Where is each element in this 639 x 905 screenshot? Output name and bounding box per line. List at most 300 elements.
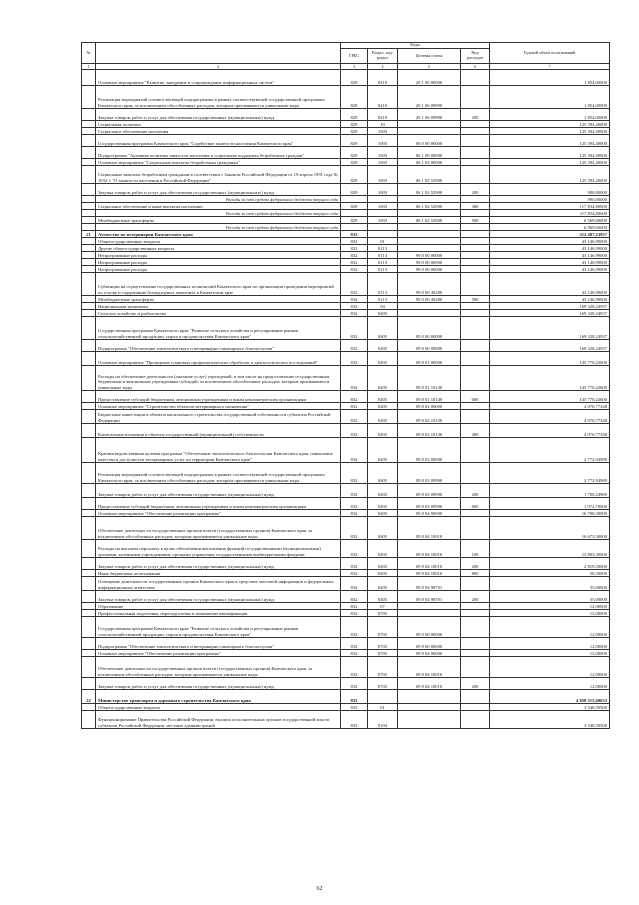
row-name: Профессиональная подготовка, переподготовка и повышение квалификации: [96, 610, 341, 617]
row-grbs: 832: [341, 438, 368, 463]
row-name: Межбюджетные трансферты: [96, 296, 341, 303]
row-grbs: [341, 210, 368, 217]
row-razdel: 0405: [368, 570, 398, 577]
row-amount: 6 569,60000: [490, 224, 610, 231]
row-number: [82, 650, 96, 657]
row-number: [82, 657, 96, 678]
row-name: Общегосударственные вопросы: [96, 238, 341, 245]
row-name: Непрограммные расходы: [96, 266, 341, 273]
row-name: Предоставление субсидий бюджетным, автономным учреждениям и иным некоммерческим организациям: [96, 391, 341, 403]
row-razdel: 1003: [368, 217, 398, 224]
row-amount: 125 394,40000: [490, 128, 610, 135]
row-razdel: 0113: [368, 296, 398, 303]
row-number: [82, 352, 96, 366]
row-razdel: 0405: [368, 558, 398, 570]
row-target-article: [398, 224, 461, 231]
row-razdel: 0405: [368, 438, 398, 463]
row-name: Обеспечение деятельности государственных органов власти (государственных органов) Камчатского края, за исключением обособленных расходов, которым присваиваются уникальные коды: [96, 517, 341, 540]
row-target-article: 20 1 06 09990: [398, 109, 461, 121]
row-razdel: 0405: [368, 366, 398, 391]
row-amount: 13 803,30000: [490, 540, 610, 558]
row-grbs: 832: [341, 245, 368, 252]
row-razdel: 0113: [368, 245, 398, 252]
row-number: 22: [82, 690, 96, 704]
row-grbs: 832: [341, 650, 368, 657]
table-row: [82, 252, 610, 259]
row-target-article: 09 8 00 00000: [398, 638, 461, 650]
row-number: [82, 109, 96, 121]
row-grbs: [341, 196, 368, 203]
row-expense-type: [461, 603, 490, 610]
table-row: [82, 603, 610, 610]
row-expense-type: [461, 617, 490, 638]
row-expense-type: 200: [461, 558, 490, 570]
row-razdel: 0705: [368, 610, 398, 617]
row-name: Основное мероприятие "Социальные выплаты безработным гражданам": [96, 159, 341, 166]
row-number: [82, 135, 96, 147]
row-expense-type: [461, 463, 490, 484]
row-number: [82, 252, 96, 259]
row-name: Закупка товаров, работ и услуг для обеспечения государственных (муниципальных) нужд: [96, 484, 341, 498]
row-target-article: 09 8 04 98701: [398, 577, 461, 591]
table-row: [82, 217, 610, 224]
table-row: [82, 410, 610, 424]
row-amount: 1 854,00000: [490, 86, 610, 109]
row-number: [82, 591, 96, 603]
row-number: [82, 224, 96, 231]
row-expense-type: [461, 340, 490, 352]
row-amount: 4 858 515,60633: [490, 690, 610, 704]
row-target-article: [398, 245, 461, 252]
row-name: Расходы на обеспечение деятельности (оказание услуг) учреждений, в том числе на предоставление государственным бюджетным и автономным учреждениям субсидий, за исключением обособленных расходов, которым присваиваются уникальные коды: [96, 366, 341, 391]
row-name: Межбюджетные трансферты: [96, 217, 341, 224]
row-target-article: 06 1 00 00000: [398, 147, 461, 159]
budget-table: [81, 42, 610, 729]
row-number: [82, 259, 96, 266]
row-expense-type: [461, 638, 490, 650]
row-expense-type: [461, 510, 490, 517]
row-amount: 145 770,22600: [490, 366, 610, 391]
row-expense-type: [461, 166, 490, 184]
row-number: [82, 617, 96, 638]
row-amount: 1 700,24989: [490, 484, 610, 498]
row-razdel: 0705: [368, 678, 398, 690]
row-number: [82, 391, 96, 403]
row-target-article: 99 0 00 40280: [398, 296, 461, 303]
row-grbs: 829: [341, 217, 368, 224]
table-row: [82, 638, 610, 650]
row-amount: 125 394,40000: [490, 135, 610, 147]
row-razdel: [368, 231, 398, 238]
row-razdel: [368, 690, 398, 704]
row-name: Закупка товаров, работ и услуг для обеспечения государственных (муниципальных) нужд: [96, 678, 341, 690]
row-target-article: 09 8 04 10010: [398, 540, 461, 558]
row-name: Закупка товаров, работ и услуг для обеспечения государственных (муниципальных) нужд: [96, 109, 341, 121]
row-grbs: 829: [341, 184, 368, 196]
row-expense-type: [461, 196, 490, 203]
row-number: [82, 570, 96, 577]
row-amount: 4 076,77348: [490, 424, 610, 438]
row-amount: 169 328,24937: [490, 317, 610, 340]
row-grbs: 832: [341, 366, 368, 391]
table-row: [82, 266, 610, 273]
row-name: Иные бюджетные ассигнования: [96, 570, 341, 577]
row-name: Основное мероприятие "Обеспечение реализации программы": [96, 510, 341, 517]
row-razdel: 0113: [368, 266, 398, 273]
row-amount: 145 770,22600: [490, 352, 610, 366]
row-number: [82, 128, 96, 135]
row-grbs: 829: [341, 159, 368, 166]
row-number: [82, 403, 96, 410]
row-grbs: 829: [341, 128, 368, 135]
row-target-article: 20 1 06 09990: [398, 86, 461, 109]
row-number: [82, 310, 96, 317]
table-row: [82, 184, 610, 196]
row-name: Государственная программа Камчатского края "Содействие занятости населения Камчатского края": [96, 135, 341, 147]
row-amount: 43 146,99000: [490, 296, 610, 303]
table-row: [82, 224, 610, 231]
row-expense-type: [461, 650, 490, 657]
row-target-article: 09 8 04 10010: [398, 678, 461, 690]
row-expense-type: [461, 266, 490, 273]
row-number: [82, 540, 96, 558]
table-row: [82, 296, 610, 303]
table-row: [82, 159, 610, 166]
table-row: [82, 147, 610, 159]
row-grbs: 832: [341, 617, 368, 638]
row-expense-type: [461, 310, 490, 317]
row-razdel: 07: [368, 603, 398, 610]
row-number: [82, 245, 96, 252]
header-codes: Коды: [341, 43, 490, 49]
row-grbs: 832: [341, 252, 368, 259]
row-target-article: 09 8 02 00000: [398, 403, 461, 410]
table-row: [82, 591, 610, 603]
row-expense-type: [461, 210, 490, 217]
row-grbs: 832: [341, 540, 368, 558]
row-amount: 35,00000: [490, 591, 610, 603]
row-razdel: 0405: [368, 498, 398, 510]
row-target-article: 09 8 03 09990: [398, 498, 461, 510]
row-razdel: 0410: [368, 70, 398, 86]
row-razdel: 0705: [368, 617, 398, 638]
row-number: [82, 577, 96, 591]
row-grbs: 829: [341, 166, 368, 184]
row-number: [82, 438, 96, 463]
row-amount: 12,00000: [490, 650, 610, 657]
table-row: [82, 540, 610, 558]
row-name: Расходы за счет средств федерального бюджета текущего года: [96, 210, 341, 217]
header-razdel: Раздел, под-раздел: [368, 49, 398, 64]
row-razdel: 0405: [368, 591, 398, 603]
row-number: [82, 610, 96, 617]
row-amount: 43 146,99000: [490, 252, 610, 259]
table-row: [82, 678, 610, 690]
row-amount: 117 834,80000: [490, 210, 610, 217]
row-grbs: 832: [341, 591, 368, 603]
row-amount: 6 569,60000: [490, 217, 610, 224]
row-amount: 2 772,94989: [490, 438, 610, 463]
table-row: [82, 391, 610, 403]
row-target-article: 06 1 02 52900: [398, 184, 461, 196]
row-target-article: 09 8 02 10130: [398, 410, 461, 424]
row-razdel: 04: [368, 303, 398, 310]
row-grbs: 832: [341, 273, 368, 296]
header-vid: Вид расходов: [461, 49, 490, 64]
row-razdel: 0405: [368, 340, 398, 352]
row-razdel: 0405: [368, 310, 398, 317]
row-razdel: 0113: [368, 252, 398, 259]
row-target-article: 09 8 04 10010: [398, 517, 461, 540]
colnum-7: 7: [490, 64, 610, 70]
row-number: [82, 159, 96, 166]
row-amount: 169 328,24937: [490, 340, 610, 352]
table-row: [82, 128, 610, 135]
row-amount: 125 394,40000: [490, 159, 610, 166]
row-grbs: 832: [341, 259, 368, 266]
row-expense-type: [461, 366, 490, 391]
row-grbs: 833: [341, 711, 368, 729]
row-number: [82, 317, 96, 340]
row-razdel: 0405: [368, 424, 398, 438]
row-razdel: 0405: [368, 410, 398, 424]
table-row: [82, 210, 610, 217]
row-name: Образование: [96, 603, 341, 610]
table-row: [82, 617, 610, 638]
row-number: [82, 340, 96, 352]
row-target-article: [398, 210, 461, 217]
row-grbs: 832: [341, 296, 368, 303]
row-number: [82, 217, 96, 224]
row-expense-type: [461, 704, 490, 711]
row-target-article: [398, 310, 461, 317]
row-name: Социальная политика: [96, 121, 341, 128]
row-razdel: 0104: [368, 711, 398, 729]
table-row: [82, 438, 610, 463]
row-target-article: [398, 128, 461, 135]
row-target-article: 09 8 04 10010: [398, 558, 461, 570]
row-name: Общегосударственные вопросы: [96, 704, 341, 711]
row-name: Расходы за счет средств федерального бюджета текущего года: [96, 196, 341, 203]
row-target-article: 06 1 02 00000: [398, 159, 461, 166]
row-name: Субвенции на осуществление государственных полномочий Камчатского края по организации проведения мероприятий по отлову и содержанию безнадзорных животных в Камчатском крае: [96, 273, 341, 296]
row-grbs: [341, 224, 368, 231]
table-row: [82, 340, 610, 352]
row-number: [82, 273, 96, 296]
row-expense-type: [461, 403, 490, 410]
row-name: Социальные выплаты безработным гражданам в соответствии с Законом Российской Федерации от 19 апреля 1991 года № 1032-1 "О занятости населения в Российской Федерации": [96, 166, 341, 184]
row-razdel: 1003: [368, 166, 398, 184]
row-target-article: 09 8 01 10140: [398, 366, 461, 391]
row-expense-type: 600: [461, 391, 490, 403]
table-row: [82, 424, 610, 438]
row-target-article: 06 1 02 52900: [398, 166, 461, 184]
row-name: Освещение деятельности государственных органов Камчатского края в средствах массовой информации и федеральных информационных агентствах: [96, 577, 341, 591]
row-target-article: 09 8 01 00000: [398, 352, 461, 366]
row-amount: 4 076,77348: [490, 403, 610, 410]
table-row: [82, 303, 610, 310]
row-razdel: 10: [368, 121, 398, 128]
row-expense-type: [461, 121, 490, 128]
row-grbs: 832: [341, 638, 368, 650]
row-expense-type: 600: [461, 498, 490, 510]
row-target-article: 09 8 04 10010: [398, 657, 461, 678]
row-expense-type: 500: [461, 296, 490, 303]
row-name: Краевая ведомственная целевая программа "Обеспечение эпизоотического благополучия Камчатского края, повышение качества и доступности ветеринарных услуг на территории Камчатского края": [96, 438, 341, 463]
row-razdel: 0410: [368, 86, 398, 109]
row-expense-type: [461, 224, 490, 231]
row-name: Реализация мероприятий соответствующей подпрограммы в рамках соответствующей государственной программы Камчатского края, за исключением обособленных расходов, которым присваиваются уникальные коды: [96, 86, 341, 109]
row-grbs: 832: [341, 657, 368, 678]
table-row: [82, 259, 610, 266]
row-name: Агентство по ветеринарии Камчатского края: [96, 231, 341, 238]
row-expense-type: [461, 690, 490, 704]
row-expense-type: 300: [461, 203, 490, 210]
row-amount: 125 394,40000: [490, 166, 610, 184]
row-target-article: 09 8 03 09990: [398, 463, 461, 484]
row-razdel: 0705: [368, 657, 398, 678]
row-target-article: [398, 610, 461, 617]
row-number: [82, 603, 96, 610]
row-razdel: 1003: [368, 159, 398, 166]
header-grbs: ГРБС: [341, 49, 368, 64]
row-name: Расходы на выплаты персоналу в целях обеспечения выполнения функций государственными (муниципальными) органами, казенными учреждениями, органами управления государственными внебюджетными фондами: [96, 540, 341, 558]
row-expense-type: [461, 352, 490, 366]
table-row: [82, 657, 610, 678]
table-row: [82, 690, 610, 704]
row-grbs: 833: [341, 704, 368, 711]
header-tselevaya: Целевая статья: [398, 49, 461, 64]
row-expense-type: [461, 128, 490, 135]
row-amount: 12,00000: [490, 638, 610, 650]
table-row: [82, 558, 610, 570]
row-razdel: 0405: [368, 540, 398, 558]
table-row: [82, 498, 610, 510]
row-amount: 990,00000: [490, 184, 610, 196]
row-grbs: 832: [341, 310, 368, 317]
row-number: [82, 517, 96, 540]
row-name: Основное мероприятие "Строительство объектов ветеринарного назначения": [96, 403, 341, 410]
row-expense-type: [461, 238, 490, 245]
row-grbs: 829: [341, 109, 368, 121]
row-number: [82, 303, 96, 310]
row-grbs: 832: [341, 303, 368, 310]
row-name: Предоставление субсидий бюджетным, автономным учреждениям и иным некоммерческим организациям: [96, 498, 341, 510]
row-razdel: 1003: [368, 135, 398, 147]
row-name: Закупка товаров, работ и услуг для обеспечения государственных (муниципальных) нужд: [96, 558, 341, 570]
row-number: [82, 184, 96, 196]
row-expense-type: 200: [461, 484, 490, 498]
row-razdel: 1003: [368, 203, 398, 210]
table-row: [82, 317, 610, 340]
table-row: [82, 109, 610, 121]
row-number: [82, 210, 96, 217]
row-name: Закупка товаров, работ и услуг для обеспечения государственных (муниципальных) нужд: [96, 184, 341, 196]
table-row: [82, 517, 610, 540]
row-number: [82, 121, 96, 128]
row-amount: 3 548,50500: [490, 711, 610, 729]
header-amount: Годовой объем ассигнований: [490, 43, 610, 64]
row-number: [82, 266, 96, 273]
row-razdel: 01: [368, 238, 398, 245]
row-target-article: 09 8 03 00000: [398, 438, 461, 463]
row-razdel: 1003: [368, 128, 398, 135]
row-expense-type: [461, 135, 490, 147]
row-target-article: 99 0 00 40280: [398, 273, 461, 296]
row-amount: 43 146,99000: [490, 273, 610, 296]
row-expense-type: [461, 231, 490, 238]
row-name: Сельское хозяйство и рыболовство: [96, 310, 341, 317]
table-body: [82, 43, 610, 729]
table-row: [82, 196, 610, 203]
row-target-article: 99 0 00 00000: [398, 259, 461, 266]
row-expense-type: [461, 70, 490, 86]
row-razdel: 0705: [368, 638, 398, 650]
row-target-article: 06 0 00 00000: [398, 135, 461, 147]
table-row: [82, 610, 610, 617]
row-grbs: 829: [341, 203, 368, 210]
row-number: [82, 196, 96, 203]
row-target-article: 09 8 04 98701: [398, 591, 461, 603]
table-row: [82, 273, 610, 296]
colnum-5: 5: [398, 64, 461, 70]
row-name: Бюджетные инвестиции в объекты капитального строительства государственной собственности субъектов Российской Федерации: [96, 410, 341, 424]
row-amount: 43 146,99000: [490, 245, 610, 252]
row-amount: 125 394,40000: [490, 147, 610, 159]
row-name: Непрограммные расходы: [96, 252, 341, 259]
table-row: [82, 704, 610, 711]
row-name: Подпрограмма "Обеспечение эпизоотического и ветеринарно-санитарного благополучия": [96, 340, 341, 352]
row-number: [82, 366, 96, 391]
row-number: [82, 711, 96, 729]
row-amount: 2 772,94989: [490, 463, 610, 484]
row-number: [82, 484, 96, 498]
row-razdel: [368, 196, 398, 203]
row-expense-type: 200: [461, 678, 490, 690]
row-expense-type: [461, 438, 490, 463]
row-target-article: 09 8 03 09990: [398, 484, 461, 498]
row-amount: 169 328,24937: [490, 303, 610, 310]
table-row: [82, 231, 610, 238]
row-amount: 16 708,30000: [490, 510, 610, 517]
row-target-article: 09 8 02 10130: [398, 424, 461, 438]
row-name: Непрограммные расходы: [96, 259, 341, 266]
row-number: [82, 203, 96, 210]
row-expense-type: [461, 159, 490, 166]
row-razdel: 1003: [368, 184, 398, 196]
colnum-3: 3: [341, 64, 368, 70]
row-grbs: 829: [341, 147, 368, 159]
colnum-1: 1: [82, 64, 96, 70]
row-grbs: 832: [341, 498, 368, 510]
row-target-article: 09 8 01 10140: [398, 391, 461, 403]
table-row: [82, 135, 610, 147]
row-name: Подпрограмма "Обеспечение эпизоотического и ветеринарно-санитарного благополучия": [96, 638, 341, 650]
row-grbs: 829: [341, 70, 368, 86]
row-target-article: [398, 238, 461, 245]
table-row: [82, 203, 610, 210]
row-grbs: 832: [341, 510, 368, 517]
row-grbs: 832: [341, 517, 368, 540]
row-name: Социальное обеспечение населения: [96, 128, 341, 135]
row-grbs: 829: [341, 121, 368, 128]
row-expense-type: [461, 245, 490, 252]
row-expense-type: 800: [461, 570, 490, 577]
page-number: 62: [316, 886, 323, 892]
row-expense-type: [461, 147, 490, 159]
row-target-article: 09 8 04 10010: [398, 570, 461, 577]
row-target-article: 09 0 00 00000: [398, 617, 461, 638]
